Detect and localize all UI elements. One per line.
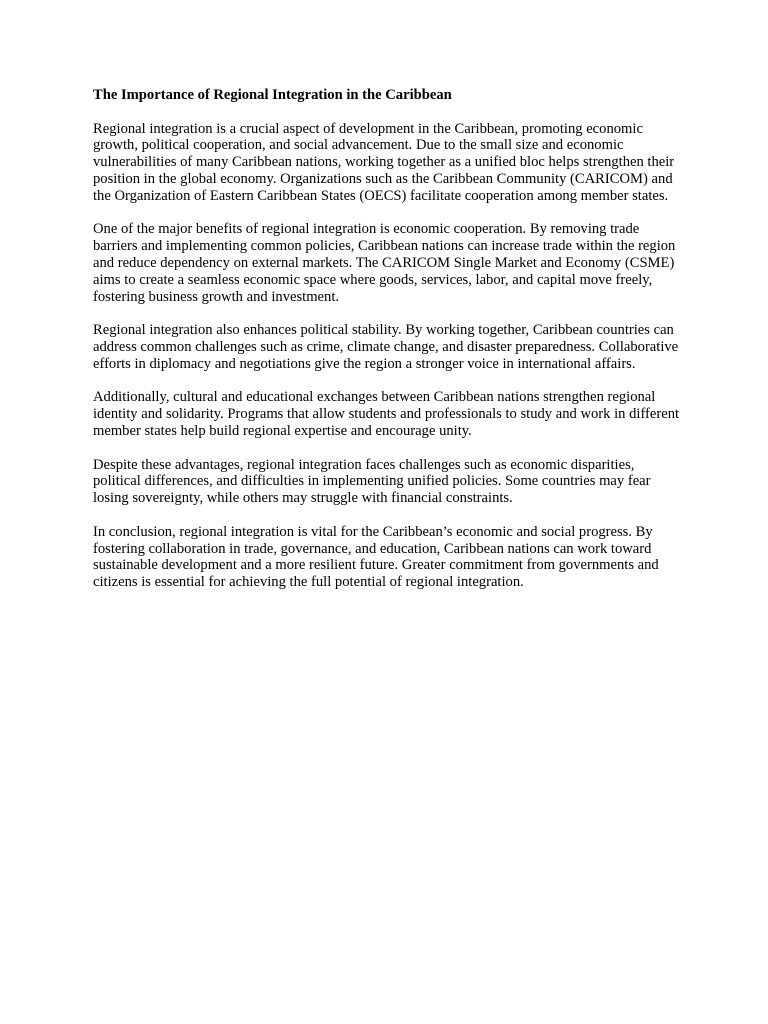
paragraph-conclusion: In conclusion, regional integration is vital for the Caribbean’s economic and social progress. By fostering collaboration in trade, governance, and education, Caribbean nations can work toward sustainable development and a more resilient future. Greater commitment from governments and citizens is essential for achieving the full potential of regional integration.	[93, 523, 659, 591]
paragraph-economic-cooperation: One of the major benefits of regional integration is economic cooperation. By removing trade barriers and implementing common policies, Caribbean nations can increase trade within the region and reduce dependency on external markets. The CARICOM Single Market and Economy (CSME) aims to create a seamless economic space where goods, services, labor, and capital move freely, fostering business growth and investment.	[93, 221, 676, 305]
paragraph-cultural-exchange: Additionally, cultural and educational exchanges between Caribbean nations strengthen regional identity and solidarity. Programs that allow students and professionals to study and work in different member states help build regional expertise and encourage unity.	[93, 389, 680, 439]
document-title: The Importance of Regional Integration in the Caribbean	[93, 87, 452, 103]
paragraph-challenges: Despite these advantages, regional integration faces challenges such as economic disparities, political differences, and difficulties in implementing unified policies. Some countries may fear losing sovereignty, while others may struggle with financial constraints.	[93, 456, 651, 507]
paragraph-introduction: Regional integration is a crucial aspect of development in the Caribbean, promoting economic growth, political cooperation, and social advancement. Due to the small size and economic vulnerabilities of many Caribbean nations, working together as a unified bloc helps strengthen their position in the global economy. Organizations such as the Caribbean Community (CARICOM) and the Organization of Eastern Caribbean States (OECS) facilitate cooperation among member states.	[93, 120, 675, 204]
paragraph-political-stability: Regional integration also enhances political stability. By working together, Caribbean countries can address common challenges such as crime, climate change, and disaster preparedness. Collaborative efforts in diplomacy and negotiations give the region a stronger voice in international affairs.	[93, 322, 679, 372]
document-page	[93, 87, 683, 591]
